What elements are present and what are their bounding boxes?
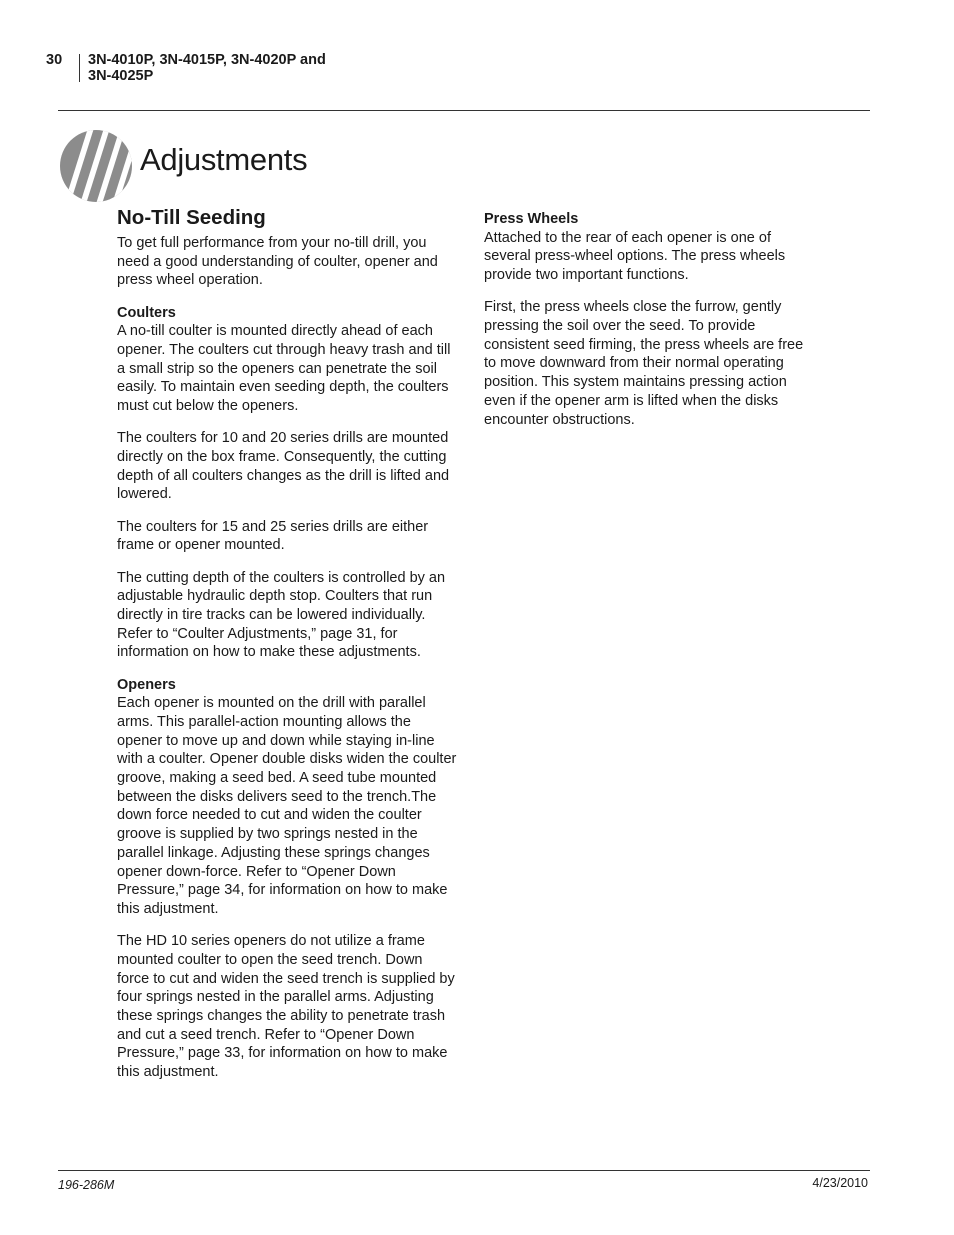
page-number: 30 [46, 52, 63, 68]
press-wheels-paragraph-1: Attached to the rear of each opener is one of several press-wheel options. The press wheels provide two important functions. [484, 229, 786, 284]
press-wheels-paragraph-2: First, the press wheels close the furrow, gently pressing the soil over the seed. To provide consistent seed firming, the press wheels are free to move downward from their normal operating position. This system maintains pressing action even if the opener arm is lifted when the disks encounter obstructions. [484, 299, 804, 428]
press-wheels-heading: Press Wheels [484, 211, 579, 227]
striped-disc-icon [58, 128, 134, 204]
openers-paragraph-2: The HD 10 series openers do not utilize a frame mounted coulter to open the seed trench. Down force to cut and widen the seed trench is supplied by four springs nested in the parallel arms. Adjusting these springs changes the ability to penetrate trash and cut a seed trench. Refer to “Opener Down Pressure,” page 33, for information on how to make this adjustment. [117, 933, 455, 1081]
right-column [484, 210, 804, 443]
manual-title-line-2: 3N-4025P [88, 68, 154, 84]
manual-title-line-1: 3N-4010P, 3N-4015P, 3N-4020P and [88, 52, 326, 68]
coulters-heading: Coulters [117, 304, 176, 321]
coulters-paragraph-4: The cutting depth of the coulters is controlled by an adjustable hydraulic depth stop. Coulters that run directly in tire tracks can be lowered individually. Refer to “Coulter Adjustments,” page 31, for information on how to make these adjustments. [117, 569, 446, 661]
coulters-paragraph-1: A no-till coulter is mounted directly ahead of each opener. The coulters cut through heavy trash and till a small strip so the openers can penetrate the soil easily. To maintain even seeding depth, the coulters must cut below the openers. [117, 323, 451, 415]
manual-title [88, 52, 388, 84]
section-title: Adjustments [140, 142, 308, 177]
document-number: 196-286M [58, 1178, 115, 1192]
openers-paragraph-1: Each opener is mounted on the drill with parallel arms. This parallel-action mounting allows the opener to move up and down while staying in-line with a coulter. Opener double disks widen the coulter groove, making a seed bed. A seed tube mounted between the disks delivers seed to the trench.The down force needed to cut and widen the coulter groove is supplied by two springs nested in the parallel linkage. Adjusting these springs changes opener down-force. Refer to “Opener Down Pressure,” page 34, for information on how to make this adjustment. [117, 695, 457, 917]
coulters-paragraph-2: The coulters for 10 and 20 series drills are mounted directly on the box frame. Consequently, the cutting depth of all coulters changes as the drill is lifted and lowered. [117, 430, 450, 503]
openers-heading: Openers [117, 676, 176, 693]
coulters-paragraph-3: The coulters for 15 and 25 series drills are either frame or opener mounted. [117, 518, 429, 554]
left-column [117, 205, 457, 1095]
footer-rule [58, 1170, 870, 1171]
header-divider [79, 54, 80, 82]
intro-paragraph: To get full performance from your no-till drill, you need a good understanding of coulter, opener and press wheel operation. [117, 235, 438, 289]
revision-date: 4/23/2010 [812, 1176, 868, 1190]
header-rule [58, 110, 870, 111]
no-till-seeding-heading: No-Till Seeding [117, 206, 266, 229]
